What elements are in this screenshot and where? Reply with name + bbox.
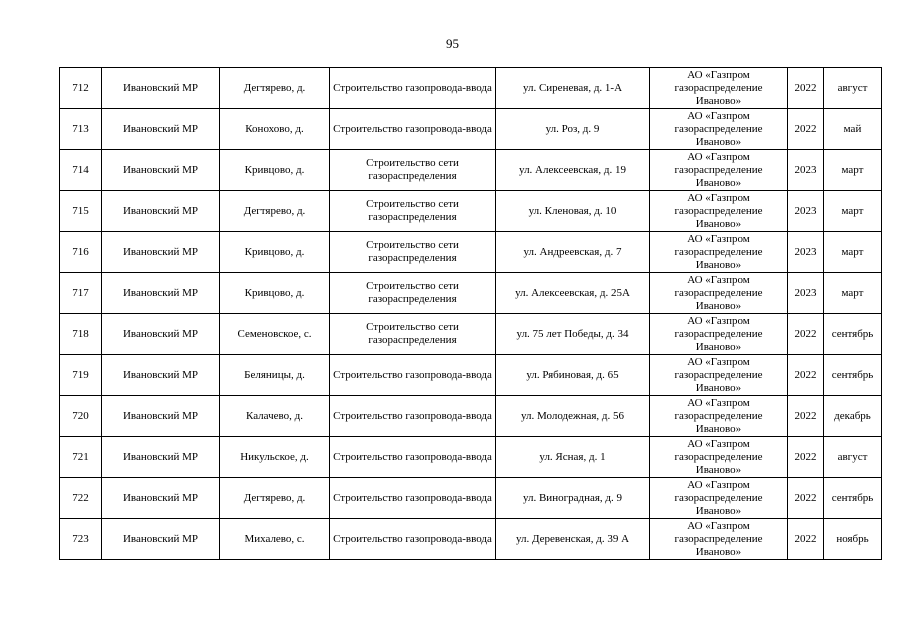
cell-locality: Кривцово, д. <box>220 150 330 191</box>
cell-work-type: Строительство сети газораспределения <box>330 314 496 355</box>
table-row <box>60 437 882 478</box>
cell-row-number: 719 <box>60 355 102 396</box>
cell-year: 2022 <box>788 355 824 396</box>
cell-row-number: 718 <box>60 314 102 355</box>
cell-row-number: 720 <box>60 396 102 437</box>
cell-district: Ивановский МР <box>102 519 220 560</box>
cell-locality: Кривцово, д. <box>220 232 330 273</box>
cell-work-type: Строительство газопровода-ввода <box>330 109 496 150</box>
cell-work-type: Строительство сети газораспределения <box>330 191 496 232</box>
cell-row-number: 716 <box>60 232 102 273</box>
cell-row-number: 722 <box>60 478 102 519</box>
cell-organization: АО «Газпром газораспределение Иваново» <box>650 478 788 519</box>
cell-work-type: Строительство газопровода-ввода <box>330 519 496 560</box>
table-row <box>60 68 882 109</box>
cell-address: ул. Кленовая, д. 10 <box>496 191 650 232</box>
cell-organization: АО «Газпром газораспределение Иваново» <box>650 191 788 232</box>
cell-organization: АО «Газпром газораспределение Иваново» <box>650 355 788 396</box>
table-row <box>60 109 882 150</box>
cell-month: май <box>824 109 882 150</box>
table-row <box>60 232 882 273</box>
cell-address: ул. Алексеевская, д. 19 <box>496 150 650 191</box>
cell-row-number: 713 <box>60 109 102 150</box>
cell-district: Ивановский МР <box>102 68 220 109</box>
cell-organization: АО «Газпром газораспределение Иваново» <box>650 437 788 478</box>
cell-address: ул. Роз, д. 9 <box>496 109 650 150</box>
cell-locality: Дегтярево, д. <box>220 68 330 109</box>
cell-organization: АО «Газпром газораспределение Иваново» <box>650 232 788 273</box>
cell-organization: АО «Газпром газораспределение Иваново» <box>650 109 788 150</box>
cell-district: Ивановский МР <box>102 273 220 314</box>
cell-organization: АО «Газпром газораспределение Иваново» <box>650 314 788 355</box>
cell-work-type: Строительство газопровода-ввода <box>330 355 496 396</box>
cell-address: ул. Алексеевская, д. 25А <box>496 273 650 314</box>
cell-row-number: 714 <box>60 150 102 191</box>
cell-work-type: Строительство сети газораспределения <box>330 232 496 273</box>
cell-row-number: 721 <box>60 437 102 478</box>
cell-row-number: 712 <box>60 68 102 109</box>
cell-month: ноябрь <box>824 519 882 560</box>
cell-district: Ивановский МР <box>102 109 220 150</box>
cell-locality: Никульское, д. <box>220 437 330 478</box>
cell-year: 2022 <box>788 478 824 519</box>
cell-work-type: Строительство газопровода-ввода <box>330 478 496 519</box>
cell-address: ул. Ясная, д. 1 <box>496 437 650 478</box>
cell-work-type: Строительство газопровода-ввода <box>330 396 496 437</box>
cell-locality: Дегтярево, д. <box>220 478 330 519</box>
table-row <box>60 519 882 560</box>
cell-month: декабрь <box>824 396 882 437</box>
table-row <box>60 191 882 232</box>
cell-organization: АО «Газпром газораспределение Иваново» <box>650 150 788 191</box>
cell-month: март <box>824 150 882 191</box>
cell-year: 2023 <box>788 232 824 273</box>
page-number: 95 <box>446 36 459 51</box>
cell-organization: АО «Газпром газораспределение Иваново» <box>650 519 788 560</box>
cell-year: 2022 <box>788 437 824 478</box>
cell-month: сентябрь <box>824 355 882 396</box>
table-row <box>60 396 882 437</box>
cell-district: Ивановский МР <box>102 437 220 478</box>
cell-year: 2022 <box>788 68 824 109</box>
cell-locality: Семеновское, с. <box>220 314 330 355</box>
cell-organization: АО «Газпром газораспределение Иваново» <box>650 273 788 314</box>
cell-district: Ивановский МР <box>102 232 220 273</box>
cell-district: Ивановский МР <box>102 355 220 396</box>
cell-locality: Михалево, с. <box>220 519 330 560</box>
cell-district: Ивановский МР <box>102 314 220 355</box>
table-row <box>60 478 882 519</box>
cell-organization: АО «Газпром газораспределение Иваново» <box>650 396 788 437</box>
table-row <box>60 355 882 396</box>
cell-work-type: Строительство сети газораспределения <box>330 273 496 314</box>
cell-work-type: Строительство газопровода-ввода <box>330 437 496 478</box>
cell-locality: Кривцово, д. <box>220 273 330 314</box>
cell-organization: АО «Газпром газораспределение Иваново» <box>650 68 788 109</box>
table-row <box>60 314 882 355</box>
cell-locality: Дегтярево, д. <box>220 191 330 232</box>
cell-address: ул. Андреевская, д. 7 <box>496 232 650 273</box>
cell-work-type: Строительство сети газораспределения <box>330 150 496 191</box>
cell-district: Ивановский МР <box>102 150 220 191</box>
cell-row-number: 723 <box>60 519 102 560</box>
cell-work-type: Строительство газопровода-ввода <box>330 68 496 109</box>
cell-month: март <box>824 191 882 232</box>
cell-month: август <box>824 437 882 478</box>
cell-year: 2022 <box>788 519 824 560</box>
cell-district: Ивановский МР <box>102 191 220 232</box>
cell-month: март <box>824 232 882 273</box>
cell-address: ул. Сиреневая, д. 1-А <box>496 68 650 109</box>
cell-address: ул. Виноградная, д. 9 <box>496 478 650 519</box>
cell-month: сентябрь <box>824 314 882 355</box>
cell-district: Ивановский МР <box>102 478 220 519</box>
cell-address: ул. Рябиновая, д. 65 <box>496 355 650 396</box>
cell-row-number: 717 <box>60 273 102 314</box>
cell-row-number: 715 <box>60 191 102 232</box>
cell-year: 2022 <box>788 109 824 150</box>
cell-year: 2023 <box>788 191 824 232</box>
cell-month: сентябрь <box>824 478 882 519</box>
cell-address: ул. Деревенская, д. 39 А <box>496 519 650 560</box>
cell-address: ул. Молодежная, д. 56 <box>496 396 650 437</box>
cell-locality: Конохово, д. <box>220 109 330 150</box>
table-body <box>60 68 882 560</box>
table-row <box>60 150 882 191</box>
cell-locality: Беляницы, д. <box>220 355 330 396</box>
cell-address: ул. 75 лет Победы, д. 34 <box>496 314 650 355</box>
cell-month: март <box>824 273 882 314</box>
table-row <box>60 273 882 314</box>
cell-month: август <box>824 68 882 109</box>
cell-year: 2022 <box>788 314 824 355</box>
gasification-table <box>59 67 882 560</box>
cell-year: 2023 <box>788 273 824 314</box>
cell-year: 2022 <box>788 396 824 437</box>
cell-year: 2023 <box>788 150 824 191</box>
cell-locality: Калачево, д. <box>220 396 330 437</box>
cell-district: Ивановский МР <box>102 396 220 437</box>
